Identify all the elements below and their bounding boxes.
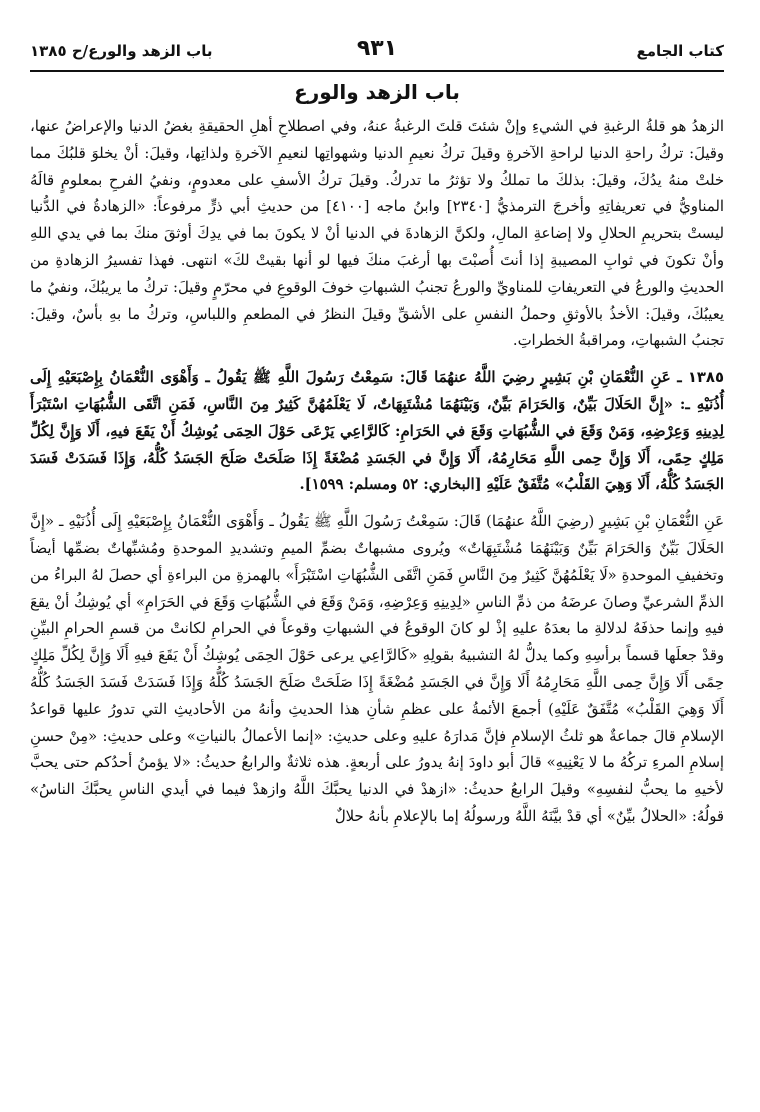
hadith-text: ـ عَنِ النُّعْمَانِ بْنِ بَشِيرٍ رضِيَ اللَّهُ عنهُمَا قَالَ: سَمِعْتُ رَسُولَ اللَّهِ ﷺ يَقُولُ ـ وَأَهْوَى النُّعْمَانُ بِإِصْبَعَيْهِ إِلَى أُذُنَيْهِ ـ: «إِنَّ الحَلَالَ بَيِّنٌ، وَالحَرَامَ بَيِّنٌ، وَبَيْنَهُمَا مُشْتَبِهَاتٌ، لَا يَعْلَمُهُنَّ كَثِيرٌ مِنَ النَّاسِ، فَمَنِ اتَّقَى الشُّبُهَاتِ اسْتَبْرَأَ لِدِينِهِ وَعِرْضِهِ، وَمَنْ وَقَعَ في الشُّبُهَاتِ وَقَعَ في الحَرَامِ: كَالرَّاعِي يَرْعَى حَوْلَ الحِمَى يُوشِكُ أَنْ يَقَعَ فيهِ، أَلَا وَإِنَّ لِكُلِّ مَلِكٍ حِمًى، أَلَا وَإِنَّ حِمى اللَّهِ مَحَارِمُهُ، أَلَا وَإِنَّ في الجَسَدِ مُضْغَةً إِذَا صَلَحَتْ صَلَحَ الجَسَدُ كُلُّهُ، وَإِذَا فَسَدَتْ فَسَدَ الجَسَدُ كُلُّهُ، أَلَا وَهِيَ القَلْبُ» مُتَّفَقٌ عَلَيْهِ (30, 369, 724, 494)
running-header (30, 36, 724, 66)
hadith-number: ١٣٨٥ (687, 369, 724, 387)
hadith-source: [البخاري: ٥٢ ومسلم: ١٥٩٩]. (299, 476, 482, 494)
header-rule (30, 70, 724, 72)
intro-paragraph: الزهدُ هو قلةُ الرغبةِ في الشيءِ وإنْ شئتَ قلتَ الرغبةُ عنهُ، وفي اصطلاحِ أهلِ الحقيقةِ بغضُ الدنيا والإعراضُ عنها، وقيلَ: تركُ راحةِ الدنيا لراحةِ الآخرةِ وقيلَ تركُ نعيمِ الدنيا وشهواتِها لنعيمِ الآخرةِ ولذاتِها، وقيلَ: أنْ يخلوَ قلبُكَ مما خلتْ منهُ يدُكَ، وقيلَ: بذلكَ ما تملكُ ولا تؤثرُ ما تدركُ. وقيلَ تركُ الأسفِ على معدومٍ، ونفيُ الفرحِ بمعلومٍ قالَهُ المناويُّ في تعريفاتِهِ وأخرجَ الترمذيُّ [٢٣٤٠] وابنُ ماجه [٤١٠٠] من حديثِ أبي ذرٍّ مرفوعاً: «الزهادةُ في الدُّنيا ليستْ بتحريمِ الحلالِ ولا إضاعةِ المالِ، ولكنَّ الزهادةَ في الدنيا أنْ لا يكونَ بما في يدِكَ أوثقَ منكَ بما في يدي اللهِ وأنْ تكونَ في ثوابِ المصيبةِ إذا أنتَ أُصبْتَ بها أرغبَ منكَ فيها لو أنها بقيتْ لكَ» انتهى. فهذا تفسيرُ الزهادةِ من الحديثِ والورعُ في التعريفاتِ للمناويِّ والورعُ تجنبُ الشبهاتِ خوفَ الوقوعِ في محرّمٍ وقيلَ: تركُ ما يريبُكَ، ونفيُ ما يعيبُكَ، وقيلَ: الأخذُ بالأوثقِ وحملُ النفسِ على الأشقِّ وقيلَ النظرُ في المطعمِ واللباسِ، وتركُ ما بهِ بأسٌ، وقيلَ: تجنبُ الشبهاتِ، ومراقبةُ الخطراتِ. (30, 118, 724, 350)
commentary-paragraph: عَنِ النُّعْمَانِ بْنِ بَشِيرٍ (رضِيَ اللَّهُ عنهُمَا) قَالَ: سَمِعْتُ رَسُولَ اللَّهِ ﷺ يَقُولُ ـ وَأَهْوَى النُّعْمَانُ بِإِصْبَعَيْهِ إِلَى أُذُنَيْهِ ـ «إِنَّ الحَلَالَ بَيِّنٌ وَالحَرَامَ بَيِّنٌ وَبَيْنَهُمَا مُشْتَبِهَاتٌ» ويُروى مشبهاتٌ بضمِّ الميمِ وتشديدِ الموحدةِ ومُشبِّهاتٌ بضمِّها أيضاً وتخفيفِ الموحدةِ «لَا يَعْلَمُهُنَّ كَثِيرٌ مِنَ النَّاسِ فَمَنِ اتَّقَى الشُّبُهَاتِ اسْتَبْرَأَ» بالهمزةِ من البراءةِ أي حصلَ لهُ البراءُ من الذمِّ الشرعيِّ وصانَ عرضَهُ من ذمِّ الناسِ «لِدِينِهِ وَعِرْضِهِ، وَمَنْ وَقَعَ في الشُّبُهَاتِ وَقَعَ في الحَرَامِ» أي يُوشِكُ أنْ يقعَ فيهِ وإنما حذفَهُ لدلالةِ ما بعدَهُ عليهِ إذْ لو كانَ الوقوعُ في الشبهاتِ وقوعاً في الحرامِ لكانتْ من قسمِ الحرامِ البيِّنِ وقدْ جعلَها قسماً برأسِهِ وكما يدلُّ لهُ التشبيهُ بقولِهِ «كَالرَّاعِي يرعى حَوْلَ الحِمَى يُوشِكُ أَنْ يَقَعَ فيهِ أَلَا وَإِنَّ لِكُلِّ مَلِكٍ حِمًى أَلَا وَإِنَّ حِمى اللَّهِ مَحَارِمُهُ أَلَا وَإِنَّ في الجَسَدِ مُضْغَةً إِذَا صَلَحَتْ صَلَحَ الجَسَدُ كُلُّهُ وَإِذَا فَسَدَتْ فَسَدَ الجَسَدُ كُلُّهُ أَلَا وَهِيَ القَلْبُ» مُتَّفَقٌ عَلَيْهِ) أجمعَ الأئمةُ على عظمِ شأنِ هذا الحديثِ وأنهُ من الأحاديثِ التي تدورُ عليها قواعدُ الإسلامِ قالَ جماعةٌ هو ثلثُ الإسلامِ فإنَّ مَدارَهُ عليهِ وعلى حديثِ: «إنما الأعمالُ بالنياتِ» وعلى حديثِ: «مِنْ حسنِ إسلامِ المرءِ تركُهُ ما لا يَعْنِيهِ» قالَ أبو داودَ إنهُ يدورُ على أربعةٍ. هذه ثلاثةٌ والرابعُ حديثُ: «لا يؤمنُ أحدُكم حتى يحبَّ لأخيهِ ما يحبُّ لنفسِهِ» وقيلَ الرابعُ حديثُ: «ازهدْ في الدنيا يحبَّكَ اللَّهُ وازهدْ فيما في أيدي الناسِ يحبَّكَ الناسُ» قولُهُ: «الحلالُ بيِّنٌ» أي قدْ بيَّنَهُ اللَّهُ ورسولُهُ إما بالإعلامِ بأنهُ حلالٌ (30, 513, 724, 825)
chapter-reference: باب الزهد والورع/ح ١٣٨٥ (30, 42, 213, 60)
hadith-paragraph (30, 365, 724, 499)
section-title: باب الزهد والورع (294, 80, 460, 104)
book-title: كتاب الجامع (636, 42, 724, 60)
page-number: ٩٣١ (356, 36, 398, 61)
